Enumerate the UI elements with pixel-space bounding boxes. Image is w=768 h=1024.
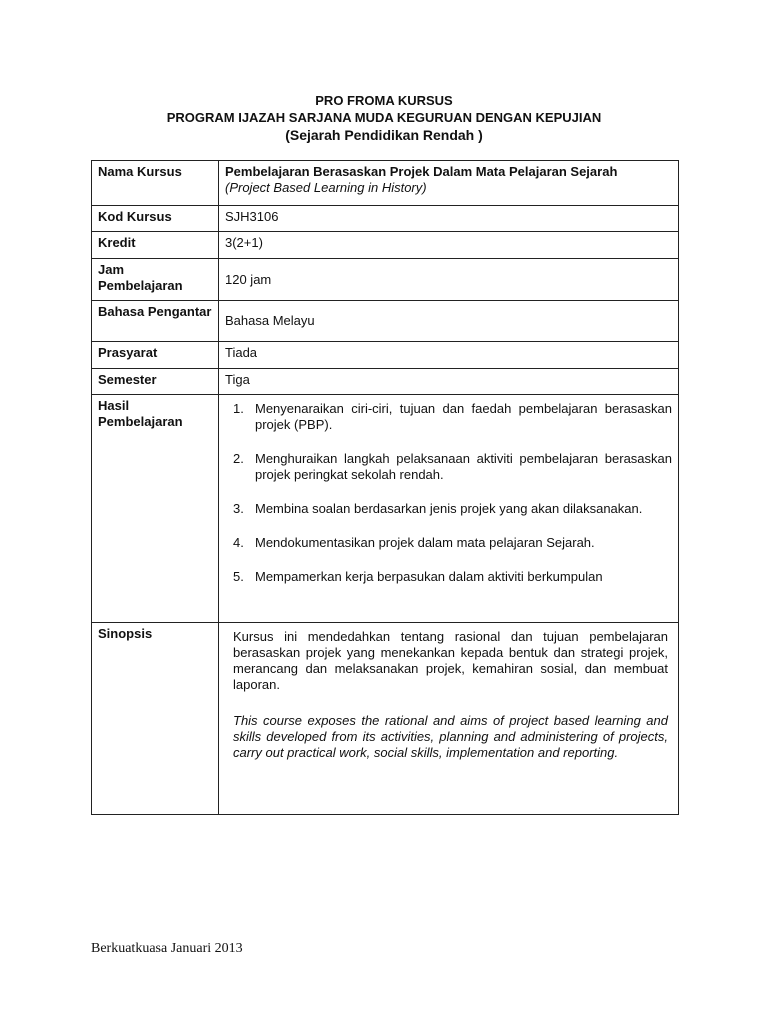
- synopsis-text-ms: Kursus ini mendedahkan tentang rasional dan tujuan pembelajaran berasaskan projek yang menekankan kepada bentuk dan strategi projek, merancang dan melaksanakan projek, kemahiran sosial, dan membuat laporan.: [233, 629, 668, 692]
- synopsis-text-en: This course exposes the rational and aims of project based learning and skills developed from its activities, planning and administering of projects, carry out practical work, social skills, implementation and reporting.: [233, 713, 668, 760]
- row-hasil: [92, 395, 679, 623]
- synopsis-body: [225, 626, 672, 761]
- value-bahasa: Bahasa Melayu: [219, 301, 679, 342]
- row-prasyarat: [92, 342, 679, 369]
- label-kredit: Kredit: [92, 232, 219, 259]
- value-prasyarat: Tiada: [219, 342, 679, 369]
- form-title: PRO FROMA KURSUS: [315, 93, 453, 108]
- course-name: Pembelajaran Berasaskan Projek Dalam Mata Pelajaran Sejarah: [225, 164, 618, 179]
- label-bahasa: Bahasa Pengantar: [92, 301, 219, 342]
- label-nama-kursus: Nama Kursus: [92, 161, 219, 206]
- item-text: Menghuraikan langkah pelaksanaan aktiviti pembelajaran berasaskan projek peringkat sekolah rendah.: [255, 451, 672, 482]
- course-name-en: (Project Based Learning in History): [225, 180, 427, 195]
- row-kod-kursus: [92, 206, 679, 232]
- value-kredit: 3(2+1): [219, 232, 679, 259]
- row-nama-kursus: [92, 161, 679, 206]
- item-text: Mempamerkan kerja berpasukan dalam aktiviti berkumpulan: [255, 569, 603, 584]
- value-kod-kursus: SJH3106: [219, 206, 679, 232]
- value-nama-kursus: [219, 161, 679, 206]
- item-number: 3.: [233, 501, 244, 516]
- label-hasil: Hasil Pembelajaran: [92, 395, 219, 623]
- row-bahasa: [92, 301, 679, 342]
- item-text: Mendokumentasikan projek dalam mata pelajaran Sejarah.: [255, 535, 595, 550]
- row-sinopsis: [92, 623, 679, 815]
- list-item: [233, 569, 672, 585]
- program-subtitle: (Sejarah Pendidikan Rendah ): [285, 127, 483, 143]
- list-item: [233, 535, 672, 551]
- learning-outcomes-list: [225, 401, 672, 585]
- item-number: 5.: [233, 569, 244, 584]
- item-number: 1.: [233, 401, 244, 416]
- value-jam: 120 jam: [219, 259, 679, 301]
- course-table: [91, 160, 679, 815]
- label-sinopsis: Sinopsis: [92, 623, 219, 815]
- label-jam: Jam Pembelajaran: [92, 259, 219, 301]
- list-item: [233, 501, 672, 517]
- value-hasil: [219, 395, 679, 623]
- row-kredit: [92, 232, 679, 259]
- effective-date-footer: Berkuatkuasa Januari 2013: [91, 941, 243, 956]
- item-number: 4.: [233, 535, 244, 550]
- row-jam: [92, 259, 679, 301]
- label-kod-kursus: Kod Kursus: [92, 206, 219, 232]
- item-text: Menyenaraikan ciri-ciri, tujuan dan faedah pembelajaran berasaskan projek (PBP).: [255, 401, 672, 432]
- item-text: Membina soalan berdasarkan jenis projek yang akan dilaksanakan.: [255, 501, 643, 516]
- value-semester: Tiga: [219, 369, 679, 395]
- program-title: PROGRAM IJAZAH SARJANA MUDA KEGURUAN DENGAN KEPUJIAN: [166, 110, 602, 125]
- list-item: [233, 451, 672, 483]
- item-number: 2.: [233, 451, 244, 466]
- value-sinopsis: [219, 623, 679, 815]
- label-prasyarat: Prasyarat: [92, 342, 219, 369]
- document-header: [0, 92, 768, 145]
- label-semester: Semester: [92, 369, 219, 395]
- list-item: [233, 401, 672, 433]
- row-semester: [92, 369, 679, 395]
